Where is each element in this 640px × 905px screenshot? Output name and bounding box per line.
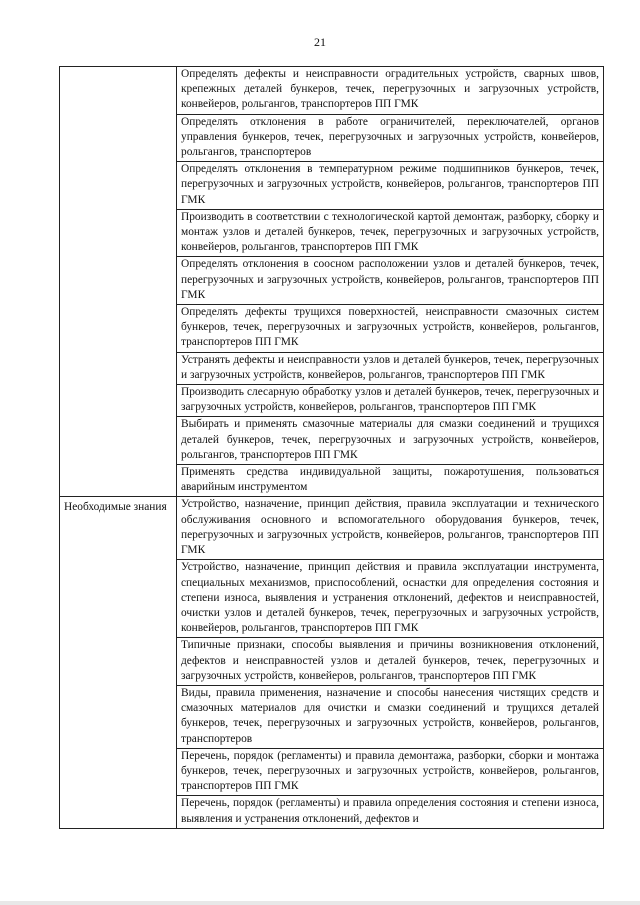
skill-cell — [177, 385, 604, 417]
knowledge-text: Виды, правила применения, назначение и способы нанесения чистящих средств и смазочных материалов для очистки и смазки соединений и трущихся деталей бункеров, течек, перегрузочных и загрузочных устройств, конвейеров, рольгангов, транспортеров — [181, 686, 599, 745]
knowledge-cell — [177, 560, 604, 638]
skills-label-cell — [60, 67, 177, 497]
skill-cell — [177, 352, 604, 384]
skill-cell — [177, 162, 604, 210]
skill-text: Определять дефекты трущихся поверхностей, неисправности смазочных систем бункеров, течек, перегрузочных и загрузочных устройств, конвейеров, рольгангов, транспортеров ПП ГМК — [181, 306, 599, 349]
skill-text: Устранять дефекты и неисправности узлов и деталей бункеров, течек, перегрузочных и загрузочных устройств, конвейеров, рольгангов, транспортеров ПП ГМК — [181, 353, 599, 381]
skill-text: Определять дефекты и неисправности оградительных устройств, сварных швов, крепежных деталей бункеров, течек, перегрузочных и загрузочных устройств, конвейеров, рольгангов, транспортеров ПП ГМК — [181, 68, 599, 111]
skill-cell — [177, 417, 604, 465]
skill-cell — [177, 67, 604, 115]
skill-text: Определять отклонения в соосном расположении узлов и деталей бункеров, течек, перегрузочных и загрузочных устройств, конвейеров, рольгангов, транспортеров ПП ГМК — [181, 258, 599, 301]
requirements-table — [59, 66, 604, 829]
knowledge-cell — [177, 497, 604, 560]
skill-cell — [177, 257, 604, 305]
knowledge-cell — [177, 796, 604, 828]
table-row — [60, 67, 604, 115]
scan-edge — [0, 901, 640, 905]
knowledge-text: Устройство, назначение, принцип действия и правила эксплуатации инструмента, специальных механизмов, приспособлений, оснастки для определения состояния и степени износа, выявления и устранения отклонений, дефектов и неисправностей, очистки узлов и деталей бункеров, течек, перегрузочных и загрузочных устройств, конвейеров, рольгангов, транспортеров ПП ГМК — [181, 561, 599, 635]
skill-cell — [177, 209, 604, 257]
skill-text: Производить в соответствии с технологической картой демонтаж, разборку, сборку и монтаж узлов и деталей бункеров, течек, перегрузочных и загрузочных устройств, конвейеров, рольгангов, транспортеров ПП ГМК — [181, 210, 599, 254]
skill-cell — [177, 114, 604, 162]
knowledge-text: Перечень, порядок (регламенты) и правила демонтажа, разборки, сборки и монтажа бункеров, течек, перегрузочных и загрузочных устройств, конвейеров, рольгангов, транспортеров ПП ГМК — [181, 749, 599, 793]
page-number: 21 — [314, 35, 326, 49]
knowledge-text: Перечень, порядок (регламенты) и правила определения состояния и степени износа, выявления и устранения отклонений, дефектов и — [181, 797, 599, 825]
skill-text: Производить слесарную обработку узлов и деталей бункеров, течек, перегрузочных и загрузочных устройств, конвейеров, рольгангов, транспортеров ПП ГМК — [181, 386, 599, 414]
knowledge-cell — [177, 748, 604, 796]
knowledge-text: Типичные признаки, способы выявления и причины возникновения отклонений, дефектов и неисправностей узлов и деталей бункеров, течек, перегрузочных и загрузочных устройств, конвейеров, рольгангов, транспортеров ПП ГМК — [181, 639, 599, 682]
skill-cell — [177, 305, 604, 353]
skill-text: Применять средства индивидуальной защиты, пожаротушения, пользоваться аварийным инструментом — [181, 466, 599, 494]
knowledge-label-cell — [60, 497, 177, 828]
skill-cell — [177, 465, 604, 497]
skill-text: Определять отклонения в работе ограничителей, переключателей, органов управления бункеров, течек, перегрузочных и загрузочных устройств, конвейеров, рольгангов, транспортеров — [181, 115, 599, 159]
knowledge-cell — [177, 638, 604, 686]
knowledge-text: Устройство, назначение, принцип действия, правила эксплуатации и технического обслуживания основного и вспомогательного оборудования бункеров, течек, перегрузочных и загрузочных устройств, конвейеров, рольгангов, транспортеров ПП ГМК — [181, 498, 599, 557]
knowledge-cell — [177, 685, 604, 748]
knowledge-label: Необходимые знания — [64, 501, 167, 514]
table-row — [60, 497, 604, 560]
skill-text: Выбирать и применять смазочные материалы для смазки соединений и трущихся деталей бункеров, течек, перегрузочных и загрузочных устройств, конвейеров, рольгангов, транспортеров ПП ГМК — [181, 418, 599, 461]
skill-text: Определять отклонения в температурном режиме подшипников бункеров, течек, перегрузочных и загрузочных устройств, конвейеров, рольгангов, транспортеров ПП ГМК — [181, 163, 599, 206]
